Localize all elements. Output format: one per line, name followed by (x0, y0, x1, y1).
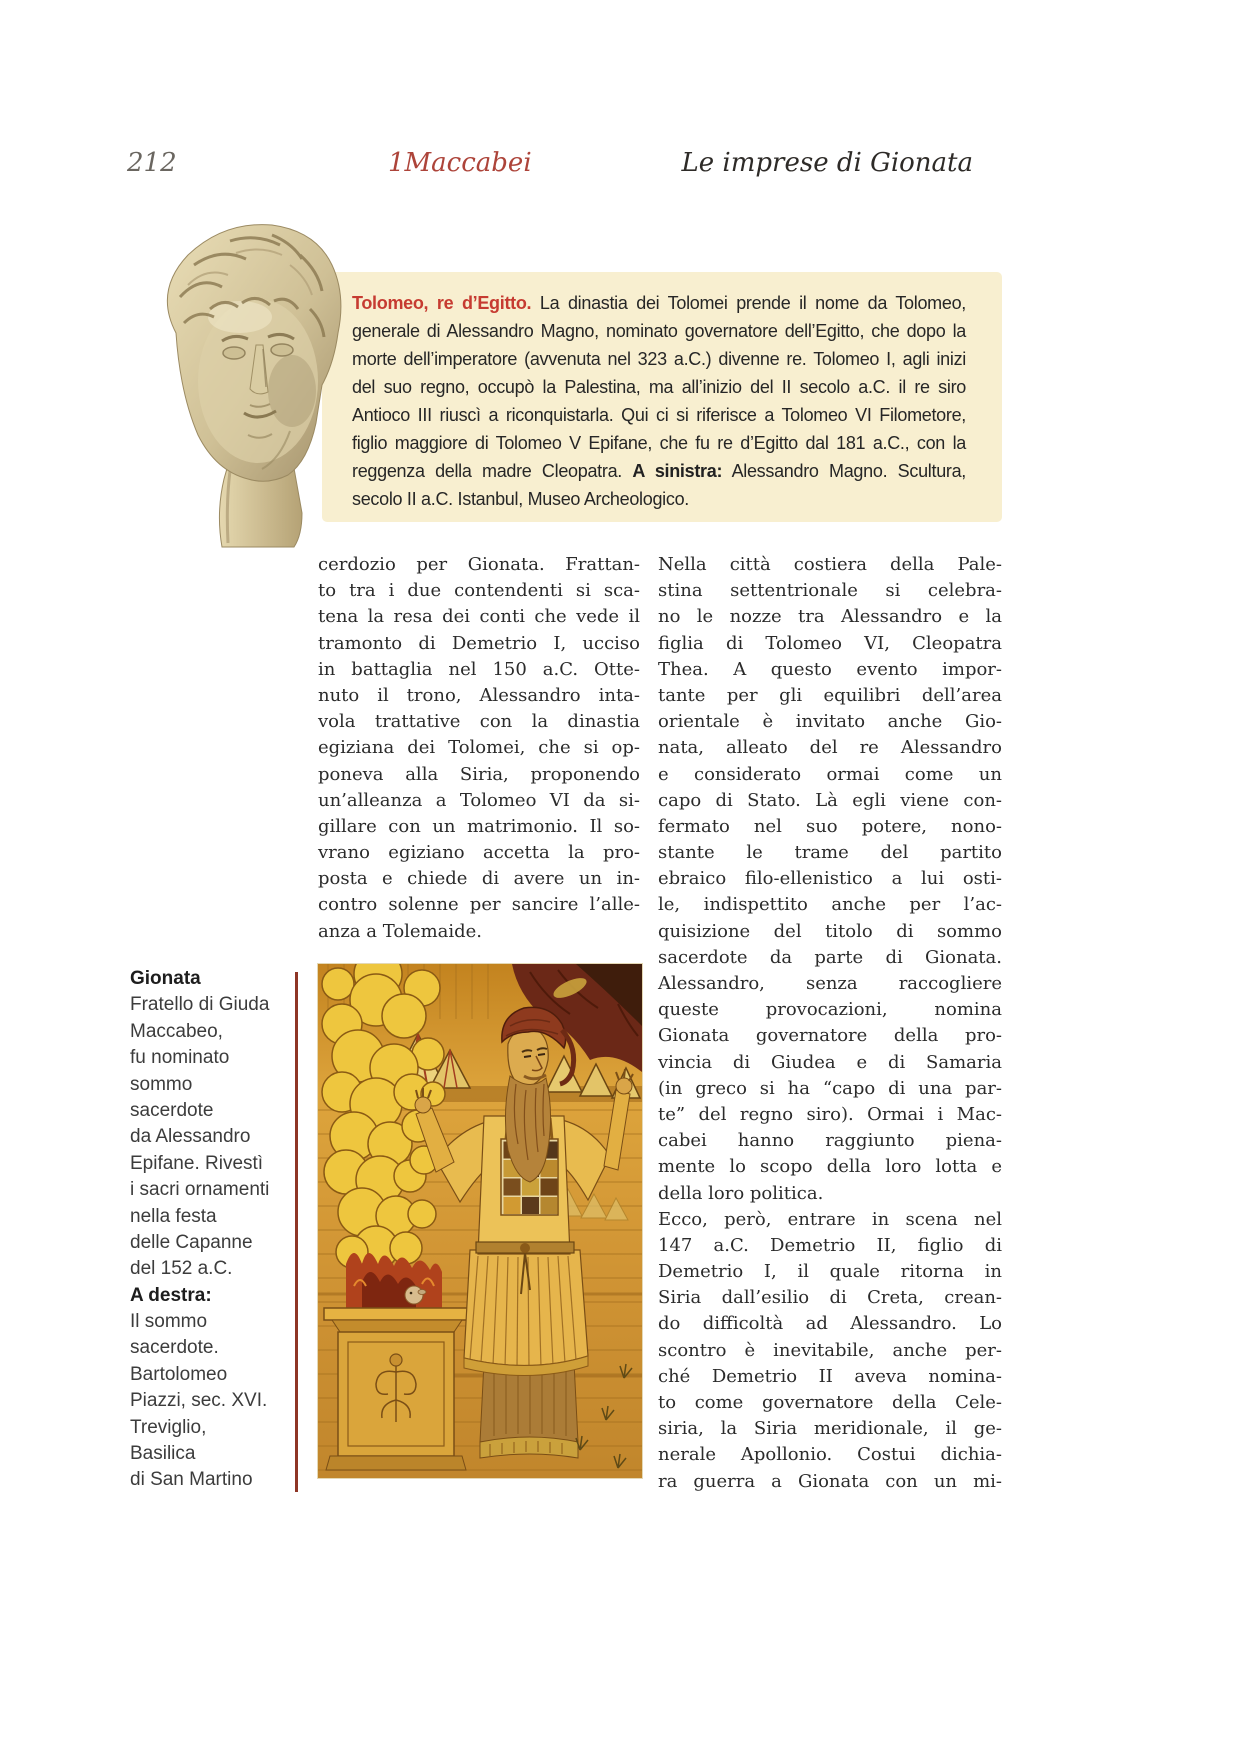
text-line: stante le trame del partito (658, 842, 1002, 864)
text-line: (in greco si ha “capo di una par- (658, 1077, 1002, 1099)
alexander-bust-image (140, 213, 352, 548)
text-line: un’alleanza a Tolomeo VI da si- (318, 789, 640, 811)
text-line: Nella città costiera della Pale- (658, 554, 1002, 575)
text-line: capo di Stato. Là egli viene con- (658, 789, 1002, 811)
text-line: della loro politica. (658, 1182, 824, 1204)
text-line: posta e chiede di avere un in- (318, 868, 640, 890)
text-line: vrano egiziano accetta la pro- (318, 842, 640, 864)
text-line: orientale è invitato anche Gio- (658, 711, 1002, 733)
text-line: Basilica (130, 1443, 196, 1465)
text-line: Thea. A questo evento impor- (658, 658, 1002, 680)
text-line: do difficoltà ad Alessandro. Lo (658, 1313, 1002, 1335)
text-line: Ecco, però, entrare in scena nel (658, 1208, 1002, 1230)
text-line: cabei hanno raggiunto piena- (658, 1130, 1002, 1152)
text-line: poneva alla Siria, proponendo (318, 763, 640, 785)
text-line: tante per gli equilibri dell’area (658, 684, 1002, 706)
text-line: stina settentrionale si celebra- (658, 580, 1002, 602)
body-column-right (658, 552, 1002, 1495)
text-line: no le nozze tra Alessandro e la (658, 606, 1002, 628)
info-box (322, 272, 1002, 522)
text-line: scontro è inevitabile, anche per- (658, 1339, 1002, 1361)
text-line: e considerato ormai come un (658, 763, 1002, 785)
text-line: tramonto di Demetrio I, ucciso (318, 632, 640, 654)
text-line: delle Capanne (130, 1231, 253, 1253)
text-line: nata, alleato del re Alessandro (658, 737, 1002, 759)
text-line: Gionata (130, 968, 201, 989)
text-line: nuto il trono, Alessandro inta- (318, 684, 640, 706)
text-line: 147 a.C. Demetrio II, figlio di (658, 1234, 1002, 1256)
text-line: siria, la Siria meridionale, il ge- (658, 1418, 1002, 1440)
book-title: 1Maccabei (388, 148, 532, 178)
text-line: A destra: (130, 1284, 212, 1306)
info-box-lead: Tolomeo, re d’Egitto. (352, 293, 532, 313)
text-line: i sacri ornamenti (130, 1179, 270, 1201)
text-line: sacerdote (130, 1099, 214, 1121)
text-line: Bartolomeo (130, 1363, 228, 1385)
text-line: Siria dall’esilio di Creta, crean- (658, 1287, 1002, 1309)
text-line: egiziana dei Tolomei, che si op- (318, 737, 640, 759)
text-line: Maccabeo, (130, 1020, 223, 1042)
text-line: gillare con un matrimonio. Il so- (318, 815, 640, 837)
text-line: sacerdote da parte di Gionata. (658, 946, 1002, 968)
text-line: Il sommo (130, 1311, 208, 1333)
text-line: sacerdote. (130, 1337, 219, 1359)
text-line: di San Martino (130, 1469, 253, 1491)
text-line: vincia di Giudea e di Samaria (658, 1051, 1002, 1073)
text-line: ché Demetrio II aveva nomina- (658, 1365, 1002, 1387)
text-line: mente lo scopo della loro lotta e (658, 1156, 1002, 1178)
text-line: Alessandro, senza raccogliere (658, 973, 1002, 994)
text-line: sommo (130, 1073, 193, 1095)
text-line: in battaglia nel 150 a.C. Otte- (318, 658, 640, 680)
text-line: fu nominato (130, 1047, 230, 1069)
info-box-text-2: Alessandro Magno. Scultura, secolo II a.C. Istanbul, Museo Archeologico. (352, 461, 967, 509)
text-line: tena la resa dei conti che vede il (318, 606, 640, 628)
info-box-left-label: A sinistra: (632, 461, 723, 481)
text-line: to come governatore della Cele- (658, 1392, 1002, 1413)
text-line: contro solenne per sancire l’alle- (318, 894, 640, 916)
text-line: to tra i due contendenti si sca- (318, 580, 640, 602)
text-line: Epifane. Rivestì (130, 1152, 264, 1174)
text-line: ebraico filo-ellenistico a lui osti- (658, 868, 1002, 890)
text-line: cerdozio per Gionata. Frattan- (318, 554, 640, 575)
text-line: vola trattative con la dinastia (318, 711, 640, 733)
text-line: del 152 a.C. (130, 1258, 233, 1280)
text-line: te” del regno siro). Ormai i Mac- (658, 1103, 1002, 1125)
text-line: anza a Tolemaide. (318, 920, 483, 942)
text-line: da Alessandro (130, 1126, 251, 1148)
text-line: Piazzi, sec. XVI. (130, 1390, 268, 1412)
priest-painting-image (318, 964, 642, 1478)
page-number: 212 (127, 148, 177, 178)
chapter-title: Le imprese di Gionata (681, 148, 973, 178)
text-line: quisizione del titolo di sommo (658, 920, 1002, 942)
sidebar-rule (295, 972, 298, 1492)
body-column-left (318, 552, 640, 945)
text-line: queste provocazioni, nomina (658, 999, 1002, 1021)
text-line: Treviglio, (130, 1416, 207, 1438)
sidebar-caption (130, 966, 292, 1494)
text-line: nella festa (130, 1205, 217, 1227)
text-line: nerale Apollonio. Costui dichia- (658, 1444, 1002, 1466)
text-line: Demetrio I, il quale ritorna in (658, 1261, 1002, 1283)
text-line: Fratello di Giuda (130, 994, 270, 1016)
text-line: figlia di Tolomeo VI, Cleopatra (658, 632, 1002, 654)
alexander-bust-drawing (140, 213, 352, 548)
text-line: Gionata governatore della pro- (658, 1025, 1002, 1047)
info-box-text-1: La dinastia dei Tolomei prende il nome da Tolomeo, generale di Alessandro Magno, nominato governatore dell’Egitto, che dopo la morte dell’imperatore (avvenuta nel 323 a.C.) divenne re. Tolomeo I, agli inizi del suo regno, occupò la Palestina, ma all’inizio del II secolo a.C. il re siro Antioco III riuscì a riconquistarla. Qui ci si riferisce a Tolomeo VI Filometore, figlio maggiore di Tolomeo V Epifane, che fu re d’Egitto dal 181 a.C., con la reggenza della madre Cleopatra. (352, 293, 966, 481)
text-line: fermato nel suo potere, nono- (658, 815, 1002, 837)
text-line: ra guerra a Gionata con un mi- (658, 1470, 1002, 1492)
priest-painting-drawing (318, 964, 642, 1478)
text-line: le, indispettito anche per l’ac- (658, 894, 1002, 916)
